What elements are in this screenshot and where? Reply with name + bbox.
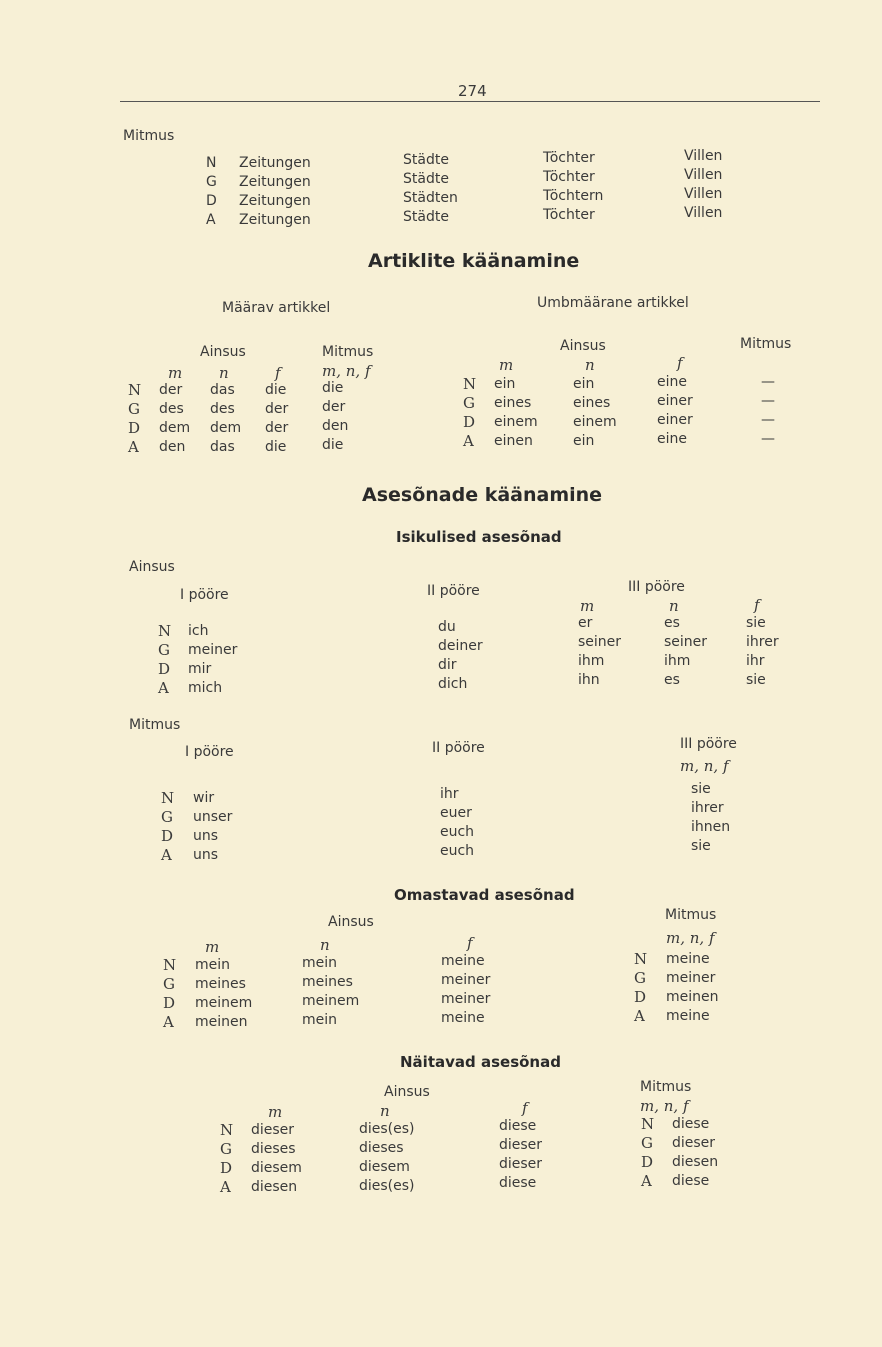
possessive-pl-column: [666, 950, 719, 1026]
staedte-column: [403, 151, 458, 227]
demonstrative-f-column: [499, 1117, 542, 1193]
sg-person-3: III pööre: [628, 579, 685, 595]
indefinite-ainsus-label: Ainsus: [560, 338, 606, 354]
noun-form: Städte: [403, 209, 449, 225]
article-form: der: [265, 401, 289, 417]
noun-form: Töchter: [543, 169, 595, 185]
pronoun-form: dieser: [251, 1122, 295, 1138]
nouns-case-column: [206, 154, 217, 230]
pronoun-form: dies(es): [359, 1178, 415, 1194]
article-form: einem: [573, 414, 617, 430]
toechter-column: [543, 149, 603, 225]
pronoun-form: ich: [188, 623, 209, 639]
indefinite-f-column: [657, 373, 693, 449]
pronoun-form: du: [438, 619, 456, 635]
article-form: dem: [159, 420, 191, 436]
pronoun-form: ihn: [578, 672, 600, 688]
case-label: D: [220, 1159, 233, 1177]
pronoun-form: er: [578, 615, 593, 631]
pronoun-form: mein: [302, 1012, 338, 1028]
possessive-pl-case-column: [634, 950, 647, 1026]
sg-person-1: I pööre: [180, 587, 229, 603]
pronoun-form: dieser: [499, 1156, 543, 1172]
pronoun-form: ihrer: [746, 634, 779, 650]
case-label: A: [206, 212, 216, 228]
case-label: D: [163, 994, 176, 1012]
pronoun-form: uns: [193, 828, 219, 844]
gender-header: m: [580, 597, 595, 615]
noun-form: Töchter: [543, 207, 595, 223]
article-form: einen: [494, 433, 533, 449]
villen-column: [684, 147, 722, 223]
noun-form: Zeitungen: [239, 155, 311, 171]
pronoun-form: meinem: [302, 993, 360, 1009]
pronoun-form: deiner: [438, 638, 483, 654]
article-form: —: [761, 374, 775, 390]
noun-form: Villen: [684, 186, 723, 202]
definite-pl-column: [322, 379, 348, 455]
personal-ainsus-label: Ainsus: [129, 559, 175, 575]
article-form: ein: [573, 433, 595, 449]
case-label: D: [463, 413, 476, 431]
pronoun-form: ihm: [578, 653, 605, 669]
demonstrative-mitmus-label: Mitmus: [640, 1079, 692, 1095]
demonstrative-ainsus-label: Ainsus: [384, 1084, 430, 1100]
pronoun-form: dieser: [499, 1137, 543, 1153]
pronoun-form: dies(es): [359, 1121, 415, 1137]
pronoun-form: dich: [438, 676, 468, 692]
article-form: dem: [210, 420, 242, 436]
pronoun-form: ihnen: [691, 819, 731, 835]
case-label: D: [634, 988, 647, 1006]
pronoun-form: euer: [440, 805, 472, 821]
article-form: das: [210, 439, 235, 455]
case-label: G: [463, 394, 475, 412]
case-label: D: [641, 1153, 654, 1171]
gender-header: m: [499, 356, 514, 374]
gender-header: m, n, f: [680, 757, 729, 775]
pl-person-2: II pööre: [432, 740, 485, 756]
case-label: G: [163, 975, 175, 993]
possessive-mitmus-label: Mitmus: [665, 907, 717, 923]
pronoun-form: unser: [193, 809, 233, 825]
sg-person-2: II pööre: [427, 583, 480, 599]
pronoun-form: sie: [691, 838, 711, 854]
case-label: A: [161, 846, 172, 864]
article-form: des: [210, 401, 235, 417]
gender-header: f: [467, 934, 473, 952]
gender-header: f: [275, 364, 281, 382]
pronoun-form: sie: [691, 781, 711, 797]
article-form: die: [265, 439, 287, 455]
demonstrative-m-column: [251, 1121, 302, 1197]
definite-n-column: [210, 381, 241, 457]
case-label: G: [161, 808, 173, 826]
gender-header: f: [522, 1099, 528, 1117]
case-label: A: [634, 1007, 645, 1025]
case-label: A: [220, 1178, 231, 1196]
case-label: N: [634, 950, 648, 968]
demonstrative-pronouns-title: Näitavad asesõnad: [400, 1053, 561, 1071]
noun-form: Villen: [684, 148, 723, 164]
pronoun-form: es: [664, 672, 680, 688]
pronoun-form: meine: [666, 951, 710, 967]
gender-header: n: [380, 1102, 390, 1120]
article-form: einer: [657, 393, 693, 409]
gender-header: n: [669, 597, 679, 615]
personal-sg-case-column: [158, 622, 171, 698]
pronoun-form: meinen: [666, 989, 719, 1005]
case-label: N: [128, 381, 142, 399]
sg3-f-column: [746, 614, 779, 690]
sg3-m-column: [578, 614, 621, 690]
pronoun-form: mich: [188, 680, 223, 696]
article-form: eines: [573, 395, 611, 411]
pronoun-form: meiner: [441, 972, 491, 988]
indefinite-pl-column: [761, 373, 775, 449]
noun-form: Töchter: [543, 150, 595, 166]
article-form: den: [159, 439, 186, 455]
gender-header: n: [219, 364, 229, 382]
case-label: N: [641, 1115, 655, 1133]
case-label: G: [641, 1134, 653, 1152]
pronoun-form: euch: [440, 824, 475, 840]
pronoun-form: sie: [746, 615, 766, 631]
article-form: die: [322, 437, 344, 453]
definite-case-column: [128, 381, 141, 457]
gender-header: m, n, f: [322, 362, 371, 380]
case-label: D: [206, 193, 217, 209]
pronoun-form: diesem: [359, 1159, 410, 1175]
article-form: —: [761, 393, 775, 409]
noun-form: Zeitungen: [239, 193, 311, 209]
gender-header: m: [205, 938, 220, 956]
article-form: ein: [573, 376, 595, 392]
article-form: einer: [657, 412, 693, 428]
demonstrative-n-column: [359, 1120, 415, 1196]
case-label: G: [206, 174, 217, 190]
article-form: ein: [494, 376, 516, 392]
noun-form: Villen: [684, 205, 723, 221]
noun-form: Villen: [684, 167, 723, 183]
case-label: N: [220, 1121, 234, 1139]
pronoun-form: mein: [302, 955, 338, 971]
gender-header: m, n, f: [666, 929, 715, 947]
pronoun-form: meinem: [195, 995, 253, 1011]
pronouns-heading: Asesõnade käänamine: [362, 484, 603, 506]
pl3-column: [691, 780, 730, 856]
definite-m-column: [159, 381, 190, 457]
article-form: —: [761, 431, 775, 447]
case-label: D: [158, 660, 171, 678]
case-label: N: [163, 956, 177, 974]
personal-pl-case-column: [161, 789, 174, 865]
pronoun-form: wir: [193, 790, 215, 806]
noun-form: Zeitungen: [239, 174, 311, 190]
case-label: A: [128, 438, 139, 456]
sg1-column: [188, 622, 237, 698]
indefinite-m-column: [494, 375, 538, 451]
pronoun-form: meiner: [666, 970, 716, 986]
case-label: G: [220, 1140, 232, 1158]
demonstrative-case-column: [220, 1121, 233, 1197]
case-label: G: [158, 641, 170, 659]
pronoun-form: ihm: [664, 653, 691, 669]
pronoun-form: seiner: [664, 634, 708, 650]
pronoun-form: diese: [672, 1116, 710, 1132]
article-form: —: [761, 412, 775, 428]
pronoun-form: meiner: [441, 991, 491, 1007]
sg3-n-column: [664, 614, 707, 690]
case-label: A: [641, 1172, 652, 1190]
definite-article-title: Määrav artikkel: [222, 300, 331, 316]
page-number: 274: [458, 82, 487, 100]
article-form: die: [265, 382, 287, 398]
indefinite-n-column: [573, 375, 617, 451]
nouns-plural-label: Mitmus: [123, 128, 175, 144]
definite-f-column: [265, 381, 288, 457]
case-label: N: [463, 375, 477, 393]
pronoun-form: dieses: [359, 1140, 404, 1156]
pronoun-form: meiner: [188, 642, 238, 658]
case-label: D: [128, 419, 141, 437]
demonstrative-pl-column: [672, 1115, 718, 1191]
pronoun-form: mir: [188, 661, 212, 677]
possessive-case-column: [163, 956, 176, 1032]
article-form: der: [265, 420, 289, 436]
pronoun-form: mein: [195, 957, 231, 973]
article-form: des: [159, 401, 184, 417]
pronoun-form: dieses: [251, 1141, 296, 1157]
noun-form: Töchtern: [543, 188, 604, 204]
indefinite-mitmus-label: Mitmus: [740, 336, 792, 352]
pronoun-form: seiner: [578, 634, 622, 650]
noun-form: Städte: [403, 171, 449, 187]
indefinite-case-column: [463, 375, 476, 451]
indefinite-article-title: Umbmäärane artikkel: [537, 295, 689, 311]
pronoun-form: diese: [499, 1118, 537, 1134]
pronoun-form: ihr: [440, 786, 459, 802]
possessive-f-column: [441, 952, 490, 1028]
pronoun-form: es: [664, 615, 680, 631]
case-label: G: [634, 969, 646, 987]
possessive-ainsus-label: Ainsus: [328, 914, 374, 930]
definite-ainsus-label: Ainsus: [200, 344, 246, 360]
zeitungen-column: [239, 154, 311, 230]
pronoun-form: diesem: [251, 1160, 302, 1176]
article-form: der: [322, 399, 346, 415]
article-form: eine: [657, 431, 687, 447]
header-rule: [120, 101, 820, 102]
gender-header: m: [168, 364, 183, 382]
case-label: N: [158, 622, 172, 640]
pronoun-form: diese: [499, 1175, 537, 1191]
pronoun-form: diesen: [672, 1154, 719, 1170]
pronoun-form: meinen: [195, 1014, 248, 1030]
pronoun-form: meine: [441, 1010, 485, 1026]
gender-header: m, n, f: [640, 1097, 689, 1115]
noun-form: Städten: [403, 190, 458, 206]
case-label: A: [163, 1013, 174, 1031]
pronoun-form: ihr: [746, 653, 765, 669]
gender-header: n: [585, 356, 595, 374]
sg2-column: [438, 618, 483, 694]
article-form: das: [210, 382, 235, 398]
pronoun-form: uns: [193, 847, 219, 863]
pl2-column: [440, 785, 474, 861]
gender-header: f: [754, 596, 760, 614]
gender-header: f: [677, 354, 683, 372]
article-form: eine: [657, 374, 687, 390]
pronoun-form: dir: [438, 657, 457, 673]
noun-form: Städte: [403, 152, 449, 168]
pronoun-form: meines: [302, 974, 353, 990]
pronoun-form: ihrer: [691, 800, 724, 816]
demonstrative-pl-case-column: [641, 1115, 654, 1191]
article-form: die: [322, 380, 344, 396]
pronoun-form: meines: [195, 976, 246, 992]
case-label: A: [463, 432, 474, 450]
article-form: der: [159, 382, 183, 398]
case-label: N: [206, 155, 217, 171]
definite-mitmus-label: Mitmus: [322, 344, 374, 360]
article-form: einem: [494, 414, 538, 430]
article-form: den: [322, 418, 349, 434]
noun-form: Zeitungen: [239, 212, 311, 228]
article-form: eines: [494, 395, 532, 411]
case-label: G: [128, 400, 140, 418]
pronoun-form: meine: [441, 953, 485, 969]
pronoun-form: meine: [666, 1008, 710, 1024]
pl-person-1: I pööre: [185, 744, 234, 760]
pronoun-form: dieser: [672, 1135, 716, 1151]
possessive-pronouns-title: Omastavad asesõnad: [394, 886, 575, 904]
pl1-column: [193, 789, 232, 865]
case-label: A: [158, 679, 169, 697]
pronoun-form: sie: [746, 672, 766, 688]
pronoun-form: euch: [440, 843, 475, 859]
possessive-m-column: [195, 956, 252, 1032]
personal-pronouns-title: Isikulised asesõnad: [396, 528, 562, 546]
gender-header: n: [320, 936, 330, 954]
case-label: N: [161, 789, 175, 807]
possessive-n-column: [302, 954, 359, 1030]
pronoun-form: diese: [672, 1173, 710, 1189]
case-label: D: [161, 827, 174, 845]
articles-heading: Artiklite käänamine: [368, 250, 580, 272]
gender-header: m: [268, 1103, 283, 1121]
pronoun-form: diesen: [251, 1179, 298, 1195]
pl-person-3: III pööre: [680, 736, 737, 752]
personal-mitmus-label: Mitmus: [129, 717, 181, 733]
